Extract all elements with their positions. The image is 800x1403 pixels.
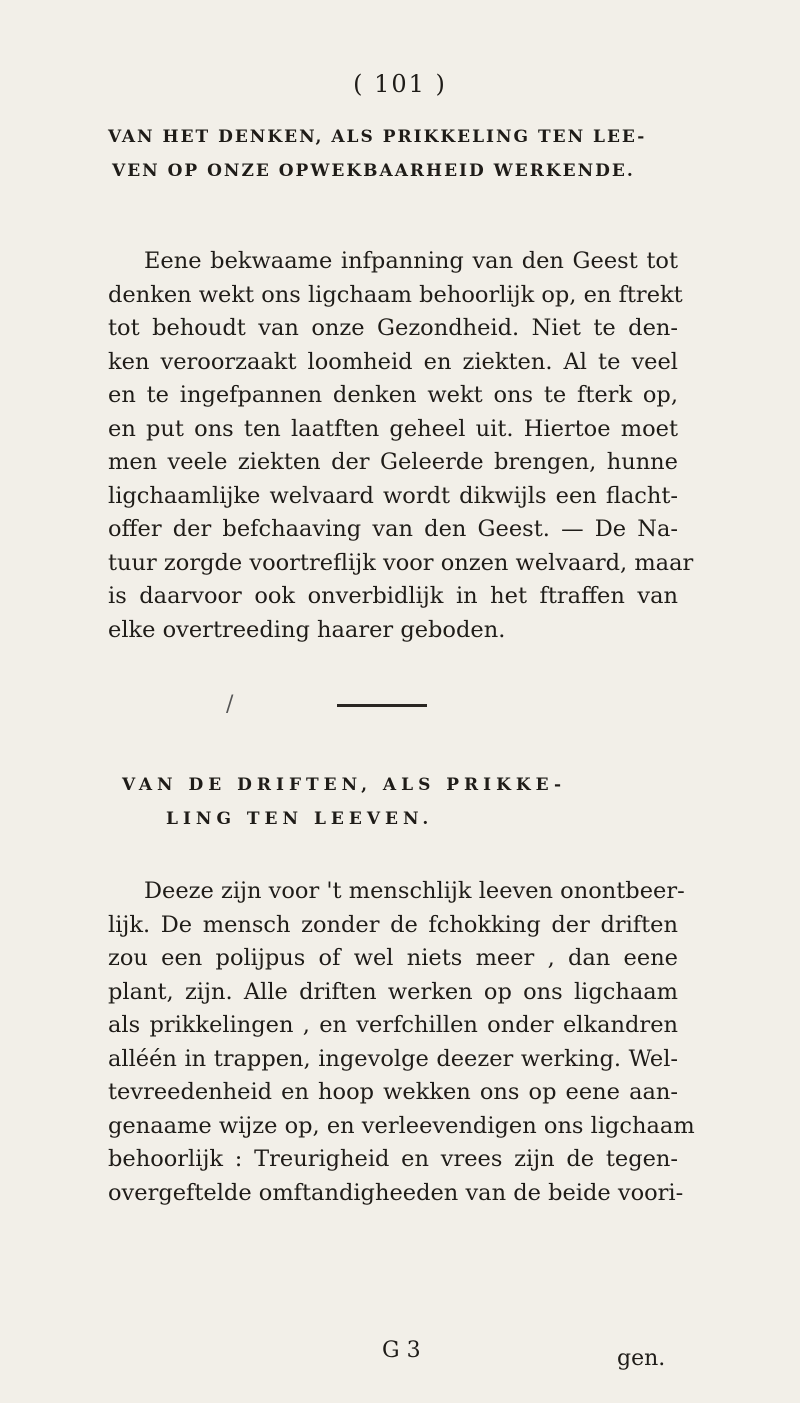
text-line: men veele ziekten der Geleerde brengen, hunne [108,449,678,475]
heading-line: VEN OP ONZE OPWEKBAARHEID WERKENDE. [112,161,635,181]
text-line: lijk. De mensch zonder de fchokking der driften [108,911,678,938]
text-line: tevreedenheid en hoop wekken ons op eene aan- [108,1079,678,1105]
page-number: ( 101 ) [353,70,447,98]
text-line: is daarvoor ook onverbidlijk in het ftraffen van [108,583,678,609]
text-line: en put ons ten laatften geheel uit. Hiertoe moet [108,415,678,442]
text-line: en te ingefpannen denken wekt ons te fterk op, [108,382,678,408]
text-line: elke overtreeding haarer geboden. [108,616,506,643]
text-line: alléén in trappen, ingevolge deezer werking. Wel- [108,1045,678,1072]
text-line: ligchaamlijke welvaard wordt dikwijls een flacht- [108,482,678,509]
text-line: als prikkelingen , en verfchillen onder elkandren [108,1012,678,1038]
text-line: tot behoudt van onze Gezondheid. Niet te den- [108,315,678,341]
paragraph-passions [108,875,695,1210]
section-heading-passions [122,768,682,836]
printer-signature: G 3 [382,1338,421,1363]
text-line: denken wekt ons ligchaam behoorlijk op, en ftrekt [108,281,683,308]
catchword: gen. [617,1346,666,1371]
text-line: Deeze zijn voor 't menschlijk leeven onontbeer- [144,878,685,904]
text-line: Eene bekwaame infpanning van den Geest tot [144,248,678,274]
text-line: zou een polijpus of wel niets meer , dan eene [108,945,678,971]
text-line: ken veroorzaakt loomheid en ziekten. Al te veel [108,348,678,375]
section-heading-thinking [108,120,678,188]
heading-line: LING TEN LEEVEN. [166,809,434,829]
heading-line: VAN DE DRIFTEN, ALS PRIKKE- [122,775,567,795]
paragraph-thinking [108,245,694,647]
text-line: behoorlijk : Treurigheid en vrees zijn de tegen- [108,1146,678,1172]
text-line: plant, zijn. Alle driften werken op ons ligchaam [108,978,678,1005]
text-line: overgeftelde omftandigheeden van de beide voori- [108,1179,684,1206]
section-divider [337,704,427,707]
text-line: offer der befchaaving van den Geest. — De Na- [108,516,678,542]
stray-mark: / [226,692,234,717]
heading-line: VAN HET DENKEN, ALS PRIKKELING TEN LEE- [108,127,647,147]
text-line: tuur zorgde voortreflijk voor onzen welvaard, maar [108,549,694,576]
text-line: genaame wijze op, en verleevendigen ons ligchaam [108,1112,695,1139]
